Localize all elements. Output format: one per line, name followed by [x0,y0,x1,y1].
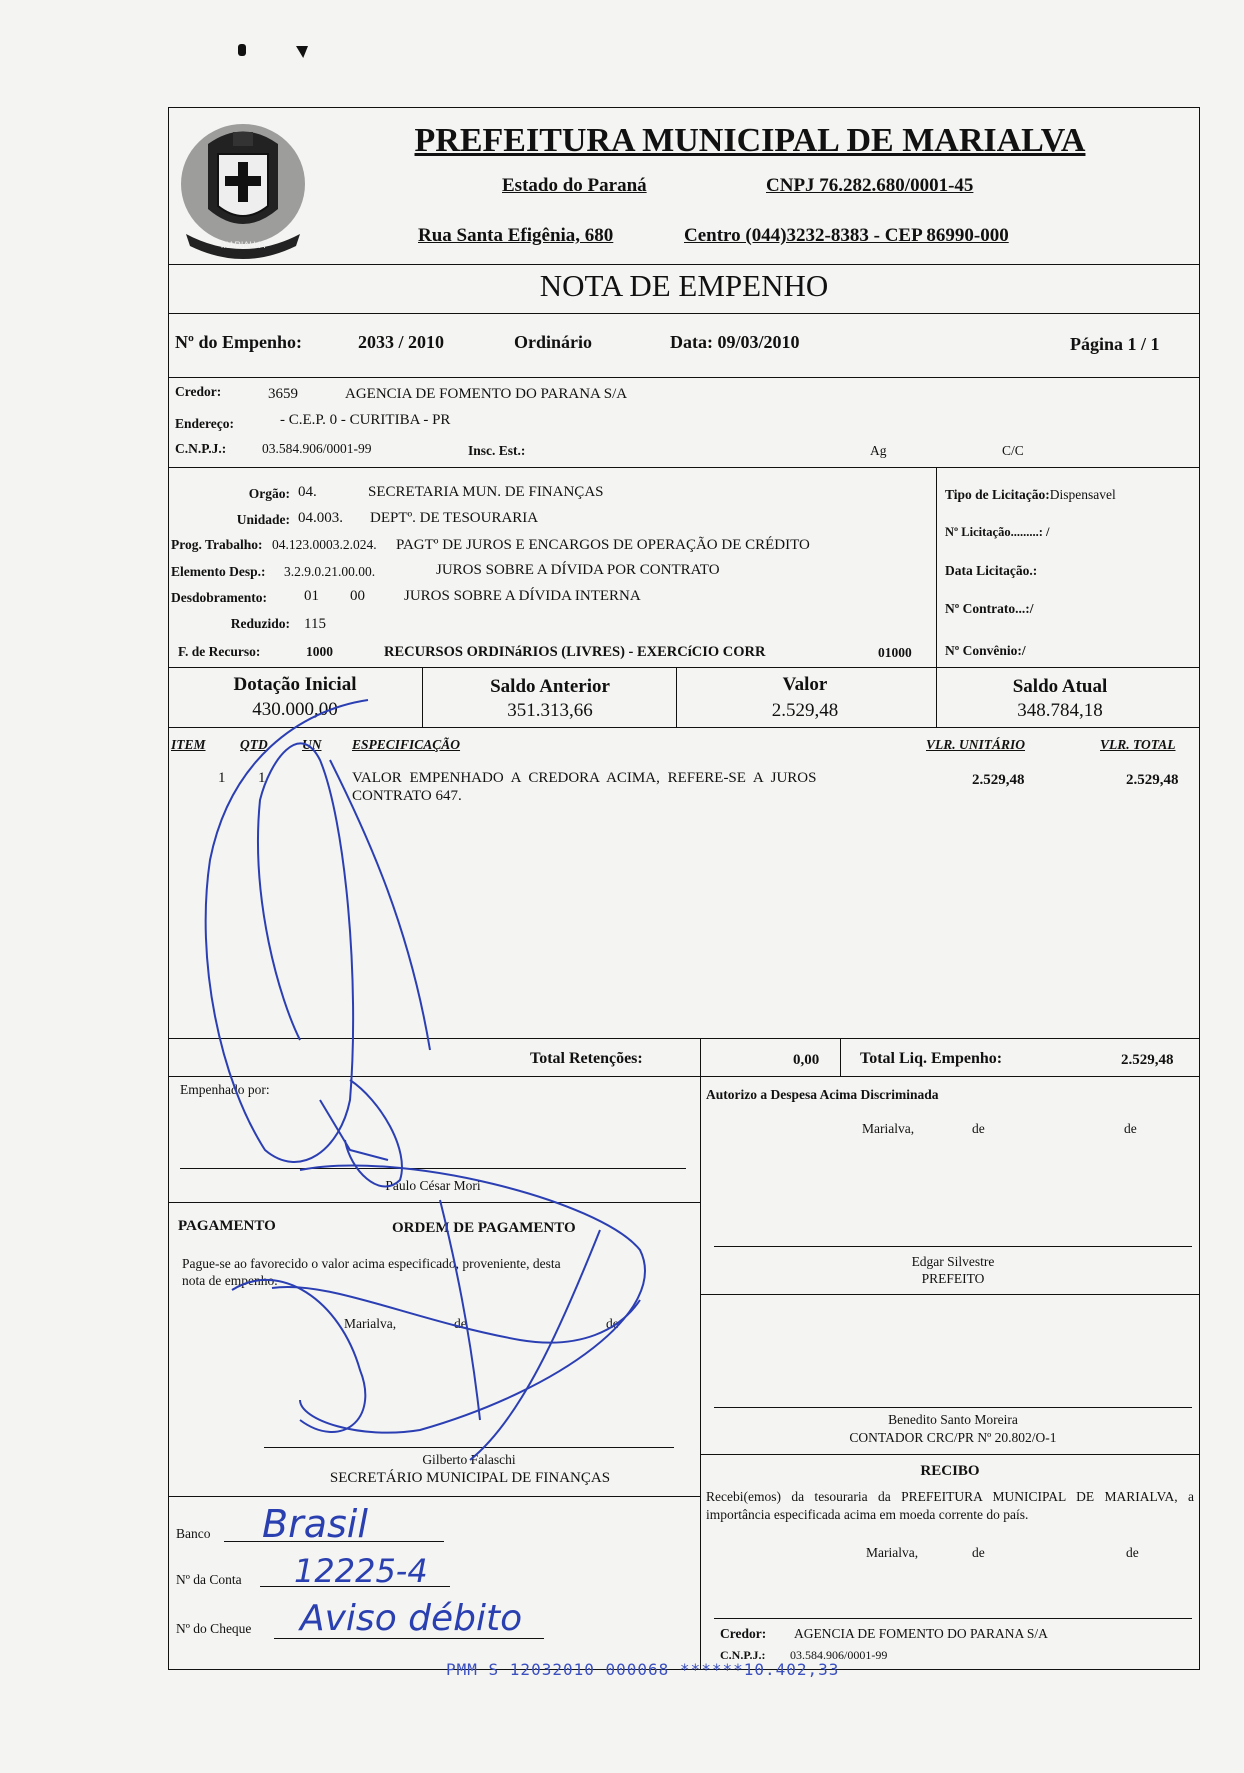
divider [168,467,1200,468]
recibo-place: Marialva, [866,1545,919,1560]
contador-name: Benedito Santo Moreira [888,1412,1018,1427]
recurso-code-2: 01000 [878,645,912,660]
saldo-anterior-label: Saldo Anterior [490,676,610,697]
page-number: Página 1 / 1 [1070,334,1160,354]
empenhado-por-name: Paulo César Mori [385,1178,481,1193]
recibo-cnpj-value: 03.584.906/0001-99 [790,1648,888,1662]
pague-text-line1: Pague-se ao favorecido o valor acima especificado, proveniente, desta [182,1256,561,1271]
pagamento-label: PAGAMENTO [178,1218,276,1234]
divider [700,1294,1200,1295]
reduzido-value: 115 [304,616,326,632]
endereco-label: Endereço: [175,416,234,431]
row-item: 1 [218,770,226,786]
empenho-number: 2033 / 2010 [358,332,445,352]
signature-line [714,1407,1192,1408]
prog-label: Prog. Trabalho: [171,537,263,552]
total-retencoes-value: 0,00 [793,1052,820,1068]
row-vlr-unitario: 2.529,48 [972,772,1025,788]
total-liq-value: 2.529,48 [1121,1052,1174,1068]
header-contact: Centro (044)3232-8383 - CEP 86990-000 [684,225,1009,246]
secretario-role: SECRETÁRIO MUNICIPAL DE FINANÇAS [329,1470,611,1486]
credor-name: AGENCIA DE FOMENTO DO PARANA S/A [345,386,628,402]
ag-label: Ag [870,443,887,458]
elem-code: 3.2.9.0.21.00.00. [284,564,376,579]
ink-mark [296,46,308,58]
recurso-code: 1000 [306,644,333,659]
desd-b: 00 [350,588,365,604]
row-spec-line1: VALOR EMPENHADO A CREDORA ACIMA, REFERE-SE A JUROS [352,770,817,786]
empenho-date: Data: 09/03/2010 [670,332,800,352]
secretario-name: Gilberto Falaschi [422,1452,516,1467]
divider [936,467,937,667]
saldo-anterior-value: 351.313,66 [507,700,593,721]
recibo-credor-name: AGENCIA DE FOMENTO DO PARANA S/A [794,1626,1048,1641]
state-name: Estado do Paraná [502,175,647,196]
header-address: Rua Santa Efigênia, 680 [418,225,614,246]
elem-name: JUROS SOBRE A DÍVIDA POR CONTRATO [436,562,720,578]
banco-label: Banco [176,1526,211,1541]
col-header-item: ITEM [171,737,206,752]
col-header-especificacao: ESPECIFICAÇÃO [352,737,461,752]
unidade-name: DEPTº. DE TESOURARIA [370,510,539,526]
endereco-value: - C.E.P. 0 - CURITIBA - PR [280,412,451,428]
divider [168,1496,700,1497]
prefeito-name: Edgar Silvestre [911,1254,995,1269]
recibo-credor-label: Credor: [720,1626,767,1641]
autorizo-place: Marialva, [862,1121,915,1136]
cnpj-label: C.N.P.J.: [175,441,227,456]
signature-line [714,1246,1192,1247]
licitacao-data: Data Licitação.: [945,563,1038,578]
divider [168,1202,700,1203]
row-qtd: 1 [258,770,266,786]
licitacao-tipo [945,487,1116,503]
contador-role: CONTADOR CRC/PR Nº 20.802/O-1 [849,1430,1057,1445]
coat-of-arms-logo [178,114,308,260]
divider [700,1038,701,1076]
licitacao-tipo-value: Dispensavel [1049,487,1116,502]
desd-a: 01 [304,588,319,604]
divider [422,667,423,727]
insc-label: Insc. Est.: [468,443,526,458]
orgao-label: Orgão: [248,486,290,501]
valor-label: Valor [782,674,828,695]
licitacao-tipo-label: Tipo de Licitação: [945,487,1050,502]
divider [700,1076,701,1670]
cc-label: C/C [1002,443,1024,458]
desd-label: Desdobramento: [171,590,267,605]
divider [168,1076,1200,1077]
dotacao-inicial-label: Dotação Inicial [233,674,357,695]
recibo-title: RECIBO [920,1463,980,1479]
divider [936,667,937,727]
signature-line [264,1447,674,1448]
divider [168,377,1200,378]
unidade-code: 04.003. [298,510,343,526]
recibo-de-1: de [972,1545,985,1560]
pague-text-line2: nota de empenho. [182,1273,278,1288]
divider [168,727,1200,728]
divider [700,1454,1200,1455]
col-header-vlr-total: VLR. TOTAL [1100,737,1176,752]
banco-handwritten: Brasil [262,1502,368,1546]
credor-code: 3659 [268,386,298,402]
conta-label: Nº da Conta [176,1572,242,1587]
elem-label: Elemento Desp.: [171,564,266,579]
col-header-un: UN [302,737,322,752]
signature-line [714,1618,1192,1619]
empenhado-por-label: Empenhado por: [180,1082,270,1097]
autorizo-de-1: de [972,1121,985,1136]
document-title: NOTA DE EMPENHO [539,268,829,303]
signature-line [180,1168,686,1169]
divider [168,313,1200,314]
svg-text:MARIALVA: MARIALVA [220,240,266,250]
empenho-type: Ordinário [514,332,593,352]
valor-value: 2.529,48 [771,700,839,721]
col-header-vlr-unitario: VLR. UNITÁRIO [926,737,1026,752]
header-cnpj: CNPJ 76.282.680/0001-45 [766,175,974,196]
cnpj-value: 03.584.906/0001-99 [262,441,372,456]
desd-name: JUROS SOBRE A DÍVIDA INTERNA [404,588,641,604]
recurso-name: RECURSOS ORDINáRIOS (LIVRES) - EXERCíCIO CORR [384,644,766,660]
prog-name: PAGTº DE JUROS E ENCARGOS DE OPERAÇÃO DE CRÉDITO [396,537,810,553]
bank-stamp: PMM S 12032010 000068 ******10.402,33 [446,1660,840,1679]
page-title: PREFEITURA MUNICIPAL DE MARIALVA [414,122,1086,159]
divider [168,1038,1200,1039]
saldo-atual-value: 348.784,18 [1017,700,1103,721]
recibo-cnpj-label: C.N.P.J.: [720,1648,766,1662]
orgao-code: 04. [298,484,317,500]
recurso-label: F. de Recurso: [178,644,261,659]
ink-mark [238,44,246,56]
pagamento-de-2: de [606,1316,619,1331]
cheque-label: Nº do Cheque [176,1621,252,1636]
licitacao-convenio: Nº Convênio:/ [945,643,1026,658]
prog-code: 04.123.0003.2.024. [272,537,377,552]
divider [676,667,677,727]
autorizo-de-2: de [1124,1121,1137,1136]
total-retencoes-label: Total Retenções: [530,1050,643,1067]
divider [840,1038,841,1076]
cheque-handwritten: Aviso débito [300,1598,523,1639]
divider [168,667,1200,668]
prefeito-role: PREFEITO [921,1271,985,1286]
pagamento-place: Marialva, [344,1316,397,1331]
licitacao-contrato: Nº Contrato...:/ [945,601,1034,616]
divider [168,264,1200,265]
saldo-atual-label: Saldo Atual [1012,676,1108,697]
autorizo-label: Autorizo a Despesa Acima Discriminada [706,1087,939,1102]
licitacao-numero: Nº Licitação.........: / [945,525,1050,539]
empenho-label: Nº do Empenho: [175,332,302,352]
dotacao-inicial-value: 430.000,00 [252,699,338,720]
pagamento-de-1: de [454,1316,467,1331]
row-vlr-total: 2.529,48 [1126,772,1179,788]
col-header-qtd: QTD [240,737,268,752]
conta-handwritten: 12225-4 [294,1552,428,1590]
orgao-name: SECRETARIA MUN. DE FINANÇAS [368,484,604,500]
unidade-label: Unidade: [236,512,290,527]
reduzido-label: Reduzido: [230,616,290,631]
row-spec-line2: CONTRATO 647. [352,788,462,804]
ordem-pagamento-label: ORDEM DE PAGAMENTO [392,1220,576,1236]
recibo-text: Recebi(emos) da tesouraria da PREFEITURA MUNICIPAL DE MARIALVA, a importância especificada acima em moeda corrente do país. [706,1489,1194,1522]
credor-label: Credor: [175,384,222,399]
total-liq-label: Total Liq. Empenho: [860,1050,1003,1067]
recibo-de-2: de [1126,1545,1139,1560]
